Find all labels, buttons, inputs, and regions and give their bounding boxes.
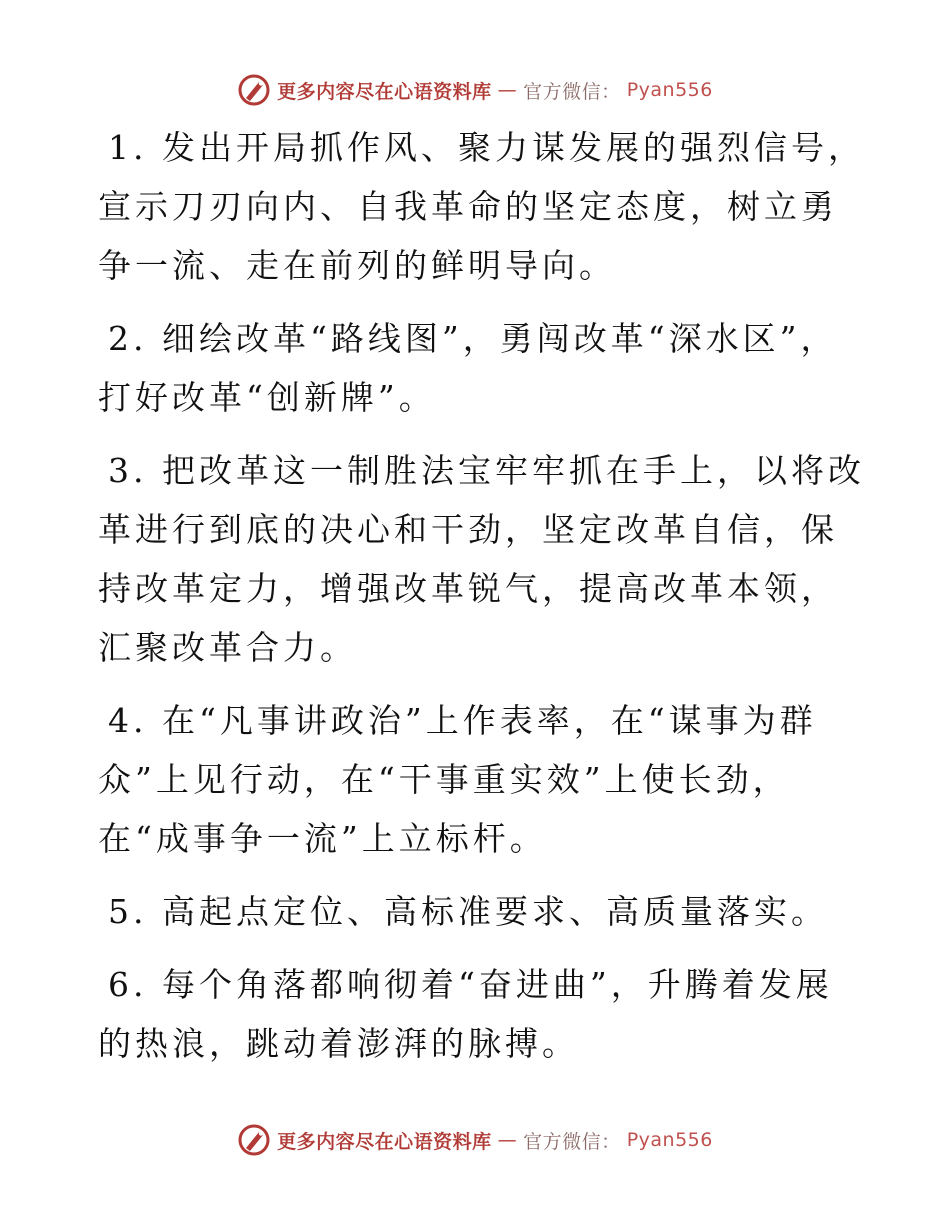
banner-dash: — [497, 79, 518, 101]
banner-dash: — [497, 1129, 518, 1151]
banner-site-name: 更多内容尽在心语资料库 [277, 1130, 492, 1153]
list-item-2: 2. 细绘改革“路线图”，勇闯改革“深水区”，打好改革“创新牌”。 [98, 319, 838, 417]
banner-wechat-label: 官方微信： [523, 1130, 621, 1153]
banner-site-name: 更多内容尽在心语资料库 [277, 80, 492, 103]
banner-wechat-id: Pyan556 [626, 1129, 713, 1151]
footer-banner [0, 1120, 950, 1160]
document-body [98, 118, 868, 1087]
pen-nib-logo-icon [237, 1123, 271, 1157]
list-item-6: 6. 每个角落都响彻着“奋进曲”，升腾着发展的热浪，跳动着澎湃的脉搏。 [98, 965, 833, 1063]
banner-wechat-id: Pyan556 [626, 79, 713, 101]
banner-wechat-label: 官方微信： [523, 80, 621, 103]
list-item-1: 1. 发出开局抓作风、聚力谋发展的强烈信号，宣示刀刃向内、自我革命的坚定态度，树立勇争一流、走在前列的鲜明导向。 [98, 128, 865, 285]
header-banner [0, 70, 950, 110]
list-item-4: 4. 在“凡事讲政治”上作表率，在“谋事为群众”上见行动，在“干事重实效”上使长劲，在“成事争一流”上立标杆。 [98, 701, 817, 858]
list-item-3: 3. 把改革这一制胜法宝牢牢抓在手上，以将改革进行到底的决心和干劲，坚定改革自信，保持改革定力，增强改革锐气，提高改革本领，汇聚改革合力。 [98, 451, 865, 667]
list-item-5: 5. 高起点定位、高标准要求、高质量落实。 [108, 892, 828, 931]
pen-nib-logo-icon [237, 73, 271, 107]
